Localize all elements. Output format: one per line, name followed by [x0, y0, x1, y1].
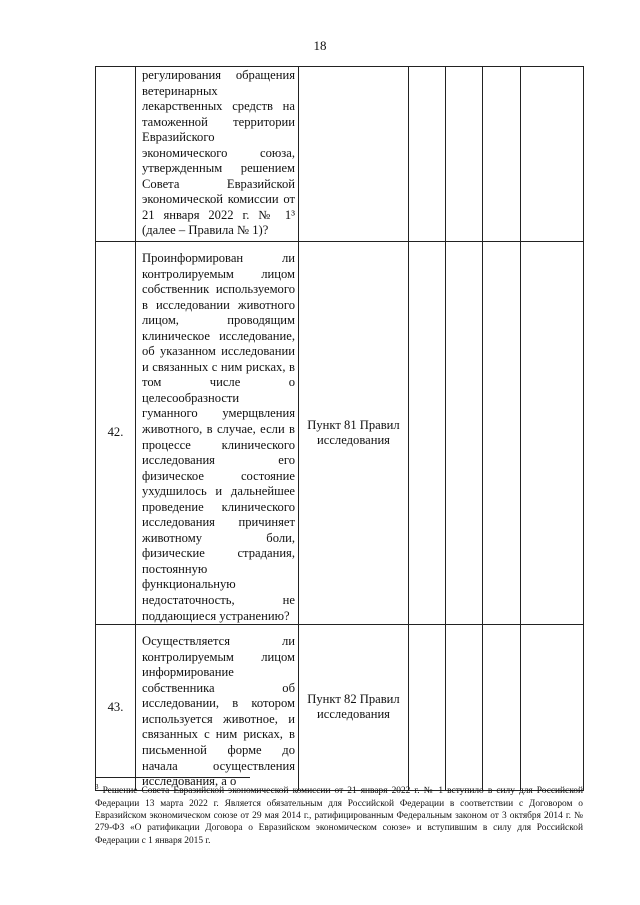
answer-na-cell[interactable]: [483, 625, 521, 790]
footnote: [95, 781, 583, 847]
requirement-question: регулирования обращения ветеринарных лекарственных средств на таможенной территории Евразийского экономического союза, утвержденным решением Совета Евразийской экономической комиссии от 21 января 2022 г. № 1³ (далее – Правила № 1)?: [136, 67, 299, 242]
answer-na-cell[interactable]: [483, 67, 521, 242]
requirement-question: Осуществляется ли контролируемым лицом информирование собственника об исследовании, в котором используется животное, и связанных с ним рисках, в письменной форме до начала осуществления исследования, а о: [136, 625, 299, 790]
answer-no-cell[interactable]: [446, 242, 483, 625]
answer-no-cell[interactable]: [446, 67, 483, 242]
answer-na-cell[interactable]: [483, 242, 521, 625]
legal-reference: [299, 67, 409, 242]
answer-no-cell[interactable]: [446, 625, 483, 790]
table-row: [96, 67, 584, 242]
footnote-marker: 3: [95, 783, 99, 791]
answer-yes-cell[interactable]: [409, 67, 446, 242]
table-row: [96, 625, 584, 790]
table-row: [96, 242, 584, 625]
legal-reference: Пункт 81 Правил исследования: [299, 242, 409, 625]
footnote-divider: [95, 777, 250, 778]
note-cell[interactable]: [521, 67, 584, 242]
legal-reference: Пункт 82 Правил исследования: [299, 625, 409, 790]
row-number: [96, 67, 136, 242]
checklist-table: [95, 66, 584, 791]
footnote-text: Решение Совета Евразийской экономической комиссии от 21 января 2022 г. № 1 вступило в силу для Российской Федерации 13 марта 2022 г. Является обязательным для Российской Федерации в соответствии с Договором о Евразийском экономическом союзе от 29 мая 2014 г., ратифицированным Федеральным законом от 3 октября 2014 г. № 279-ФЗ «О ратификации Договора о Евразийском экономическом союзе» и вступившим в силу для Российской Федерации с 1 января 2015 г.: [95, 786, 583, 846]
page-number: 18: [313, 38, 327, 53]
note-cell[interactable]: [521, 625, 584, 790]
requirement-question: Проинформирован ли контролируемым лицом собственник используемого в исследовании животного лицом, проводящим клиническое исследование, об указанном исследовании и связанных с ним рисках, в том числе о целесообразности гуманного умерщвления животного, в случае, если в процессе клинического исследования его физическое состояние ухудшилось и дальнейшее проведение клинического исследования причиняет животному боли, физические страдания, постоянную функциональную недостаточность, не поддающиеся устранению?: [136, 242, 299, 625]
note-cell[interactable]: [521, 242, 584, 625]
answer-yes-cell[interactable]: [409, 242, 446, 625]
row-number: 42.: [96, 242, 136, 625]
row-number: 43.: [96, 625, 136, 790]
answer-yes-cell[interactable]: [409, 625, 446, 790]
